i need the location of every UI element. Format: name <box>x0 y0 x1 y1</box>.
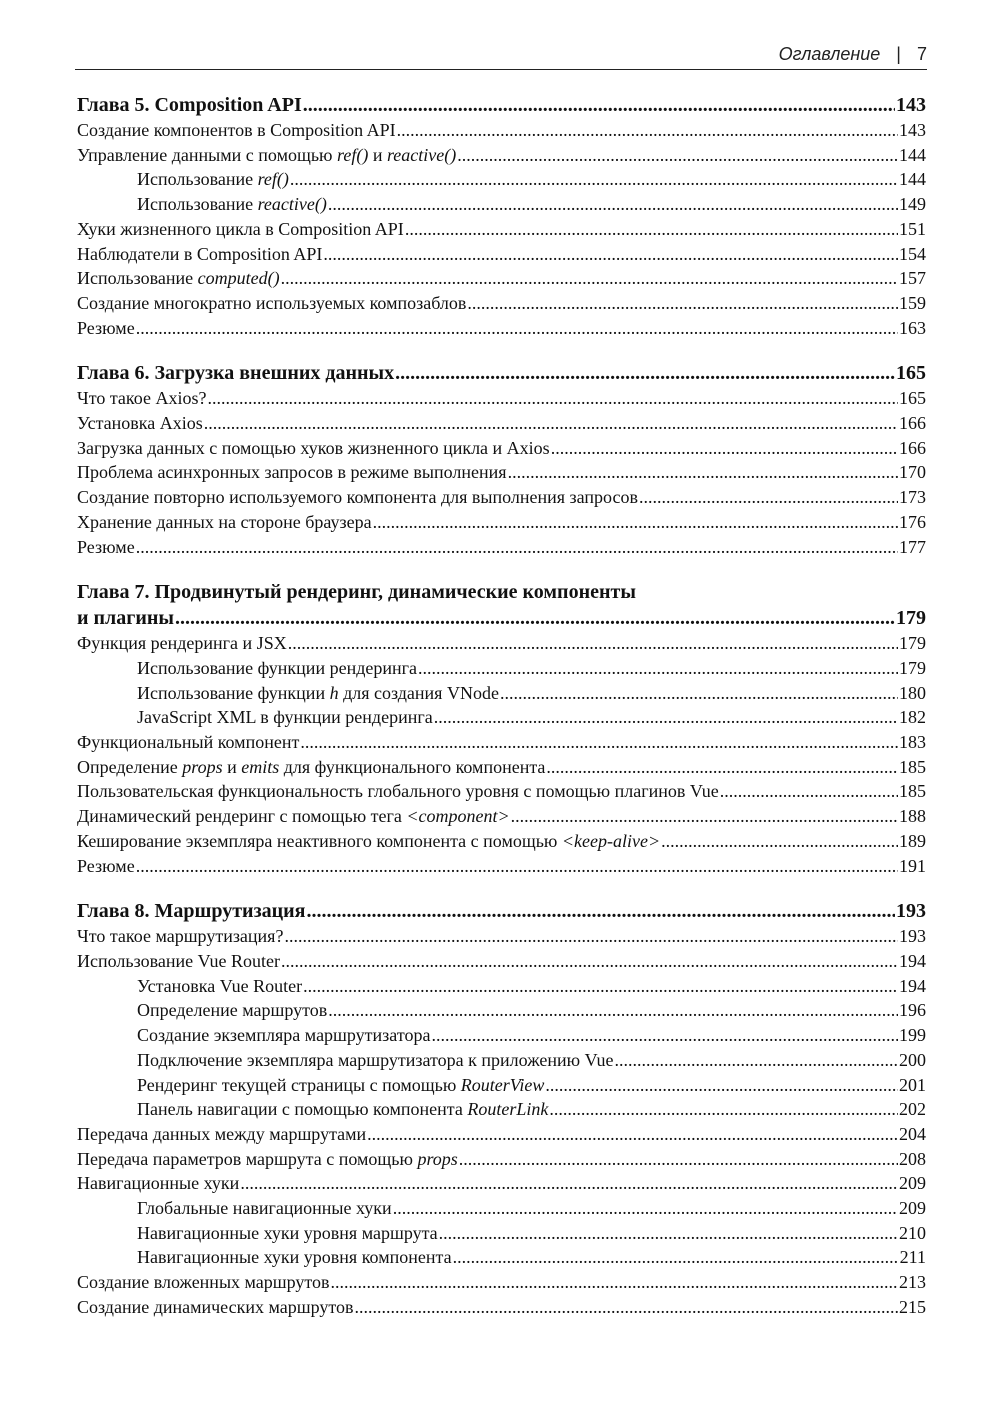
toc-text: Использование функции <box>137 682 330 703</box>
toc-page-number: 210 <box>899 1222 926 1243</box>
toc-text: Создание многократно используемых композаблов <box>77 292 467 313</box>
dot-leader <box>393 1196 898 1221</box>
toc-text: Резюме <box>77 536 135 557</box>
toc-text: Создание экземпляра маршрутизатора <box>137 1025 431 1046</box>
toc-entry[interactable] <box>77 316 926 341</box>
toc-text: Глобальные навигационные хуки <box>137 1198 392 1219</box>
toc-text: для создания VNode <box>338 682 499 703</box>
dot-leader <box>175 605 895 631</box>
toc-text: Определение <box>77 756 183 777</box>
toc-entry-title <box>137 705 433 730</box>
dot-leader <box>284 924 898 949</box>
toc-entry-title <box>77 1147 458 1172</box>
toc-page-number: 191 <box>899 855 926 876</box>
toc-text: Установка Axios <box>77 413 203 434</box>
dot-leader <box>328 192 898 217</box>
dot-leader <box>661 829 898 854</box>
toc-chapter <box>77 579 926 878</box>
header-separator: | <box>896 44 901 64</box>
toc-entry-title <box>77 386 206 411</box>
dot-leader <box>355 1295 899 1320</box>
dot-leader <box>508 460 898 485</box>
toc-entry[interactable] <box>77 854 926 879</box>
toc-text: Навигационные хуки уровня маршрута <box>137 1222 438 1243</box>
toc-entry-title <box>137 167 289 192</box>
toc-text: Создание динамических маршрутов <box>77 1296 354 1317</box>
toc-entry[interactable] <box>77 730 926 755</box>
toc-page-number: 189 <box>899 830 926 851</box>
toc-chapter <box>77 92 926 340</box>
header-section-title: Оглавление <box>778 44 881 64</box>
dot-leader <box>467 291 898 316</box>
toc-entry-title <box>137 1245 452 1270</box>
dot-leader <box>303 974 898 999</box>
toc-entry[interactable] <box>77 386 926 411</box>
toc-entry[interactable] <box>77 118 926 143</box>
toc-page-number: 199 <box>899 1025 926 1046</box>
toc-page-number: 182 <box>899 707 926 728</box>
toc-page-number: 159 <box>899 292 926 313</box>
toc-page-number: 180 <box>899 682 926 703</box>
toc-text: Использование <box>137 194 258 215</box>
toc-text: Функция рендеринга и JSX <box>77 633 287 654</box>
toc-text: Рендеринг текущей страницы с помощью <box>137 1074 461 1095</box>
toc-text: Навигационные хуки <box>77 1173 240 1194</box>
toc-entry[interactable] <box>77 1048 926 1073</box>
toc-entry[interactable] <box>77 291 926 316</box>
dot-leader <box>431 1023 898 1048</box>
toc-entry-title <box>77 217 404 242</box>
chapter-page-number: 193 <box>896 900 926 923</box>
toc-text: Создание вложенных маршрутов <box>77 1272 330 1293</box>
dot-leader <box>511 804 898 829</box>
dot-leader <box>397 118 898 143</box>
toc-entry-title <box>77 316 135 341</box>
toc-entry-title <box>77 535 135 560</box>
toc-text: Хуки жизненного цикла в Composition API <box>77 218 404 239</box>
toc-text: Использование функции рендеринга <box>137 657 417 678</box>
toc-entry[interactable] <box>77 485 926 510</box>
toc-entry-title <box>77 804 510 829</box>
toc-entry[interactable] <box>77 143 926 168</box>
toc-page-number: 163 <box>899 317 926 338</box>
toc-text: Использование <box>77 268 198 289</box>
dot-leader <box>281 266 898 291</box>
toc-entry[interactable] <box>77 167 926 192</box>
toc-text: Использование Vue Router <box>77 950 280 971</box>
dot-leader <box>136 535 898 560</box>
dot-leader <box>549 1097 898 1122</box>
toc-entry-title <box>137 1221 438 1246</box>
toc-text: Определение маршрутов <box>137 1000 328 1021</box>
toc-page-number: 193 <box>899 926 926 947</box>
toc-entry-title <box>77 730 299 755</box>
italic-term: computed() <box>197 268 280 289</box>
dot-leader <box>418 656 898 681</box>
dot-leader <box>457 143 898 168</box>
toc-text: и <box>222 756 242 777</box>
toc-page-number: 209 <box>899 1173 926 1194</box>
toc-entry-title <box>137 681 499 706</box>
chapter-title: Глава 8. Маршрутизация <box>77 900 306 923</box>
chapter-page-number: 165 <box>896 362 926 385</box>
toc-page-number: 143 <box>899 120 926 140</box>
toc-text: Панель навигации с помощью компонента <box>137 1099 468 1120</box>
italic-term: props <box>182 756 223 777</box>
toc-entry-title <box>137 656 417 681</box>
dot-leader <box>290 167 898 192</box>
toc-text: JavaScript XML в функции рендеринга <box>137 707 433 728</box>
dot-leader <box>500 681 898 706</box>
toc-text: и <box>368 144 387 165</box>
toc-page-number: 177 <box>899 536 926 557</box>
toc-text: Использование <box>137 169 258 190</box>
italic-term: emits <box>241 756 280 777</box>
dot-leader <box>300 730 898 755</box>
toc-text: Динамический рендеринг с помощью тега <box>77 806 407 827</box>
toc-entry-title <box>77 854 135 879</box>
toc-text: Загрузка данных с помощью хуков жизненного цикла и Axios <box>77 437 550 458</box>
chapter-page-number: 179 <box>896 607 926 630</box>
toc-entry[interactable] <box>77 949 926 974</box>
running-header <box>75 40 927 70</box>
toc-entry-title <box>137 1097 548 1122</box>
toc-entry-title <box>77 266 280 291</box>
toc-text: Создание компонентов в Composition API <box>77 120 396 140</box>
toc-text: Функциональный компонент <box>77 732 300 753</box>
toc-text: для функционального компонента <box>279 756 546 777</box>
toc-page-number: 185 <box>899 756 926 777</box>
toc-text: Что такое Axios? <box>77 388 207 409</box>
toc-page-number: 211 <box>899 1247 926 1268</box>
toc-entry-title <box>77 242 322 267</box>
toc-page-number: 215 <box>899 1296 926 1317</box>
toc-chapter <box>77 360 926 559</box>
italic-term: ref() <box>337 144 369 165</box>
toc-text: Хранение данных на стороне браузера <box>77 511 372 532</box>
toc-entry-title <box>77 143 456 168</box>
toc-entry-title <box>77 291 466 316</box>
toc-entry[interactable] <box>77 1196 926 1221</box>
chapter-title: Глава 5. Composition API <box>77 94 302 116</box>
italic-term: reactive() <box>257 194 327 215</box>
toc-entry-title <box>77 779 719 804</box>
toc-page-number: 166 <box>899 437 926 458</box>
toc-entry-title <box>77 411 203 436</box>
toc-text: Резюме <box>77 317 135 338</box>
toc-page-number: 204 <box>899 1123 926 1144</box>
toc-entry[interactable] <box>77 779 926 804</box>
toc-entry[interactable] <box>77 217 926 242</box>
dot-leader <box>405 217 898 242</box>
italic-term: <component> <box>406 806 510 827</box>
toc-entry-title <box>77 1122 366 1147</box>
toc-page-number: 179 <box>899 657 926 678</box>
chapter-heading[interactable] <box>77 605 926 631</box>
dot-leader <box>720 779 898 804</box>
toc-page-number: 176 <box>899 511 926 532</box>
toc-entry-title <box>137 1073 544 1098</box>
toc-chapter <box>77 898 926 1319</box>
toc-text: Управление данными с помощью <box>77 144 337 165</box>
toc-page-number: 213 <box>899 1272 926 1293</box>
toc-entry[interactable] <box>77 924 926 949</box>
chapter-page-number: 143 <box>896 94 926 116</box>
toc-entry-title <box>77 510 372 535</box>
toc-entry-title <box>77 460 507 485</box>
toc-page-number: 201 <box>899 1074 926 1095</box>
toc-page-number: 200 <box>899 1049 926 1070</box>
italic-term: <keep-alive> <box>561 830 661 851</box>
toc-entry[interactable] <box>77 1270 926 1295</box>
toc-entry-title <box>137 192 327 217</box>
toc-entry[interactable] <box>77 1171 926 1196</box>
toc-entry-title <box>137 1196 392 1221</box>
dot-leader <box>136 854 898 879</box>
toc-entry[interactable] <box>77 411 926 436</box>
italic-term: ref() <box>257 169 289 190</box>
toc-page-number: 170 <box>899 462 926 483</box>
table-of-contents <box>77 92 926 1340</box>
toc-entry[interactable] <box>77 1023 926 1048</box>
toc-text: Резюме <box>77 855 135 876</box>
toc-page-number: 144 <box>899 144 926 165</box>
toc-entry[interactable] <box>77 998 926 1023</box>
italic-term: reactive() <box>386 144 457 165</box>
toc-page-number: 183 <box>899 732 926 753</box>
toc-page-number: 196 <box>899 1000 926 1021</box>
dot-leader <box>615 1048 898 1073</box>
toc-entry-title <box>77 1171 239 1196</box>
toc-entry-title <box>77 436 550 461</box>
toc-text: Пользовательская функциональность глобального уровня с помощью плагинов Vue <box>77 781 719 802</box>
toc-entry[interactable] <box>77 705 926 730</box>
toc-entry-title <box>137 1048 614 1073</box>
dot-leader <box>288 631 898 656</box>
toc-text: Передача данных между маршрутами <box>77 1123 367 1144</box>
italic-term: props <box>417 1148 458 1169</box>
dot-leader <box>395 360 895 386</box>
toc-text: Наблюдатели в Composition API <box>77 243 323 264</box>
toc-entry-title <box>77 755 545 780</box>
toc-entry-title <box>77 118 396 143</box>
toc-page-number: 149 <box>899 194 926 215</box>
toc-entry[interactable] <box>77 1073 926 1098</box>
toc-entry-title <box>137 998 327 1023</box>
toc-entry-title <box>77 829 660 854</box>
toc-page-number: 154 <box>899 243 926 264</box>
toc-entry[interactable] <box>77 1147 926 1172</box>
dot-leader <box>367 1122 898 1147</box>
chapter-heading[interactable] <box>77 92 926 118</box>
dot-leader <box>136 316 898 341</box>
toc-entry[interactable] <box>77 242 926 267</box>
toc-entry[interactable] <box>77 192 926 217</box>
toc-entry[interactable] <box>77 631 926 656</box>
toc-entry[interactable] <box>77 1221 926 1246</box>
toc-page-number: 194 <box>899 950 926 971</box>
chapter-heading[interactable] <box>77 898 926 924</box>
toc-page-number: 209 <box>899 1198 926 1219</box>
toc-page-number: 179 <box>899 633 926 654</box>
toc-entry-title <box>77 1270 330 1295</box>
toc-text: Подключение экземпляра маршрутизатора к приложению Vue <box>137 1049 614 1070</box>
toc-entry-title <box>77 1295 354 1320</box>
chapter-heading[interactable] <box>77 360 926 386</box>
italic-term: RouterView <box>460 1074 545 1095</box>
toc-entry[interactable] <box>77 974 926 999</box>
italic-term: RouterLink <box>467 1099 549 1120</box>
dot-leader <box>303 92 895 118</box>
header-page-number: 7 <box>916 44 927 64</box>
dot-leader <box>207 386 898 411</box>
dot-leader <box>546 755 898 780</box>
italic-term: h <box>329 682 339 703</box>
toc-page-number: 151 <box>899 218 926 239</box>
dot-leader <box>545 1073 898 1098</box>
toc-entry[interactable] <box>77 829 926 854</box>
toc-text: Передача параметров маршрута с помощью <box>77 1148 418 1169</box>
dot-leader <box>328 998 898 1023</box>
toc-page-number: 165 <box>899 388 926 409</box>
toc-text: Проблема асинхронных запросов в режиме выполнения <box>77 462 507 483</box>
toc-entry[interactable] <box>77 1295 926 1320</box>
toc-entry[interactable] <box>77 804 926 829</box>
toc-page-number: 202 <box>899 1099 926 1120</box>
chapter-title: и плагины <box>77 607 175 630</box>
toc-page-number: 194 <box>899 975 926 996</box>
toc-entry-title <box>137 974 302 999</box>
chapter-title-line: Глава 7. Продвинутый рендеринг, динамические компоненты <box>77 581 636 604</box>
toc-entry[interactable] <box>77 755 926 780</box>
dot-leader <box>639 485 898 510</box>
dot-leader <box>323 242 898 267</box>
toc-entry-title <box>77 924 283 949</box>
toc-entry[interactable] <box>77 656 926 681</box>
dot-leader <box>434 705 898 730</box>
toc-entry[interactable] <box>77 460 926 485</box>
toc-text: Навигационные хуки уровня компонента <box>137 1247 452 1268</box>
toc-text: Что такое маршрутизация? <box>77 926 284 947</box>
toc-entry-title <box>77 949 280 974</box>
dot-leader <box>453 1245 899 1270</box>
dot-leader <box>204 411 898 436</box>
toc-entry[interactable] <box>77 1245 926 1270</box>
dot-leader <box>281 949 898 974</box>
toc-entry-title <box>77 631 287 656</box>
toc-page-number: 185 <box>899 781 926 802</box>
toc-entry[interactable] <box>77 510 926 535</box>
toc-page-number: 173 <box>899 487 926 508</box>
toc-page-number: 166 <box>899 413 926 434</box>
toc-page-number: 208 <box>899 1148 926 1169</box>
chapter-title: Глава 6. Загрузка внешних данных <box>77 362 395 385</box>
toc-entry[interactable] <box>77 535 926 560</box>
toc-text: Установка Vue Router <box>137 975 303 996</box>
dot-leader <box>240 1171 898 1196</box>
toc-text: Кеширование экземпляра неактивного компонента с помощью <box>77 830 562 851</box>
toc-page-number: 157 <box>899 268 926 289</box>
dot-leader <box>439 1221 898 1246</box>
toc-entry-title <box>77 485 638 510</box>
dot-leader <box>331 1270 898 1295</box>
toc-text: Создание повторно используемого компонента для выполнения запросов <box>77 487 638 508</box>
dot-leader <box>373 510 898 535</box>
toc-entry-title <box>137 1023 430 1048</box>
toc-entry[interactable] <box>77 436 926 461</box>
toc-entry[interactable] <box>77 681 926 706</box>
toc-page-number: 188 <box>899 806 926 827</box>
dot-leader <box>459 1147 898 1172</box>
toc-page-number: 144 <box>899 169 926 190</box>
toc-entry[interactable] <box>77 266 926 291</box>
dot-leader <box>551 436 898 461</box>
toc-entry[interactable] <box>77 1122 926 1147</box>
toc-entry[interactable] <box>77 1097 926 1122</box>
dot-leader <box>307 898 896 924</box>
